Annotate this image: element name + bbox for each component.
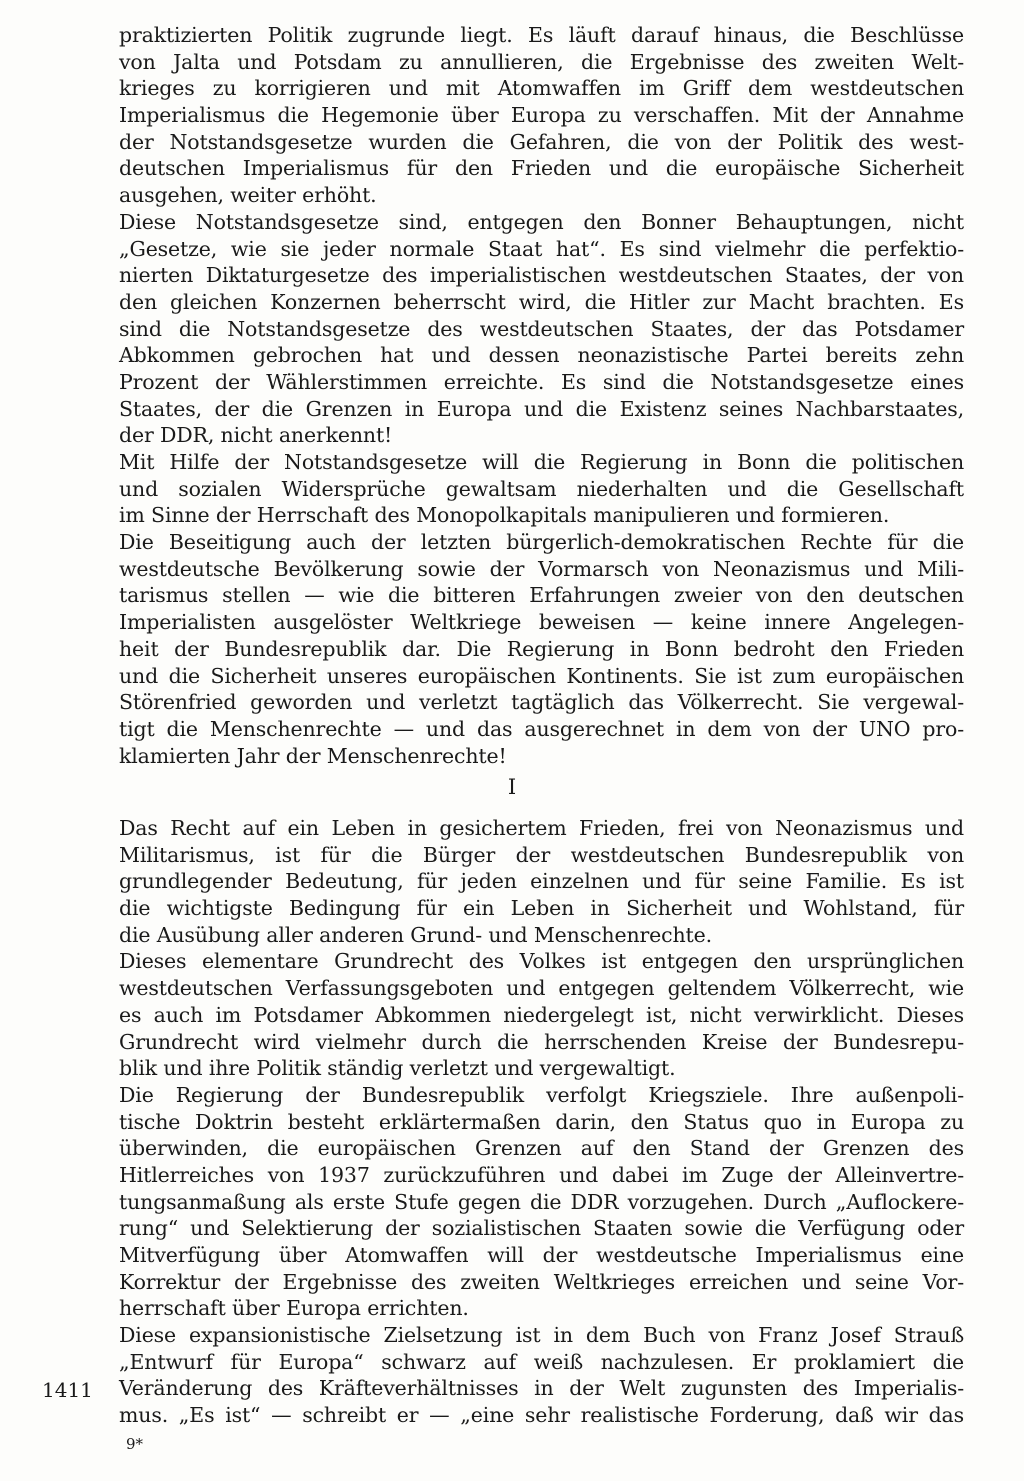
page-number: 1411 (42, 1378, 93, 1402)
text-line: westdeutschen Verfassungsgeboten und entgegen geltendem Völkerrecht, wie (119, 976, 964, 1001)
text-line: Störenfried geworden und verletzt tagtäglich das Völkerrecht. Sie vergewal- (119, 690, 964, 715)
text-line: klamierten Jahr der Menschenrechte! (119, 743, 507, 768)
text-line: Diese Notstandsgesetze sind, entgegen den Bonner Behauptungen, nicht (119, 209, 964, 234)
text-line: Imperialisten ausgelöster Weltkriege beweisen — keine innere Angelegen- (119, 610, 964, 635)
text-line: und die Sicherheit unseres europäischen Kontinents. Sie ist zum europäischen (119, 663, 964, 688)
text-line: Grundrecht wird vielmehr durch die herrschenden Kreise der Bundesrepu- (119, 1029, 964, 1054)
text-line: sind die Notstandsgesetze des westdeutschen Staates, der das Potsdamer (119, 316, 964, 341)
text-line: Korrektur der Ergebnisse des zweiten Weltkrieges erreichen und seine Vor- (119, 1269, 964, 1294)
text-line: die wichtigste Bedingung für ein Leben in Sicherheit und Wohlstand, für (119, 896, 964, 921)
paragraph (119, 948, 964, 1081)
text-line: Imperialismus die Hegemonie über Europa zu verschaffen. Mit der Annahme (119, 103, 964, 128)
text-line: Die Beseitigung auch der letzten bürgerlich-demokratischen Rechte für die (119, 530, 964, 555)
text-line: Mitverfügung über Atomwaffen will der westdeutsche Imperialismus eine (119, 1243, 964, 1267)
text-line: Staates, der die Grenzen in Europa und die Existenz seines Nachbarstaates, (119, 396, 964, 421)
text-line: rung“ und Selektierung der sozialistischen Staaten sowie die Verfügung oder (119, 1216, 964, 1241)
text-line: die Ausübung aller anderen Grund- und Menschenrechte. (119, 922, 712, 947)
text-line: überwinden, die europäischen Grenzen auf den Stand der Grenzen des (119, 1136, 964, 1161)
text-line: heit der Bundesrepublik dar. Die Regierung in Bonn bedroht den Frieden (119, 636, 964, 661)
text-line: Prozent der Wählerstimmen erreichte. Es sind die Notstandsgesetze eines (119, 369, 964, 394)
text-line: Hitlerreiches von 1937 zurückzuführen und dabei im Zuge der Alleinvertre- (119, 1162, 964, 1187)
text-line: der DDR, nicht anerkennt! (119, 423, 393, 448)
text-line: tigt die Menschenrechte — und das ausgerechnet in dem von der UNO pro- (119, 716, 964, 741)
paragraph (119, 529, 964, 769)
text-line: tarismus stellen — wie die bitteren Erfahrungen zweier von den deutschen (119, 583, 964, 608)
text-line: krieges zu korrigieren und mit Atomwaffen im Griff dem westdeutschen (119, 76, 964, 101)
text-line: westdeutsche Bevölkerung sowie der Vormarsch von Neonazismus und Mili- (119, 556, 964, 581)
text-line: ausgehen, weiter erhöht. (119, 183, 377, 208)
paragraph (119, 209, 964, 449)
text-line: tische Doktrin besteht erklärtermaßen darin, den Status quo in Europa zu (119, 1109, 964, 1134)
paragraph (119, 22, 964, 209)
text-line: „Entwurf für Europa“ schwarz auf weiß nachzulesen. Er proklamiert die (119, 1349, 964, 1374)
text-line: deutschen Imperialismus für den Frieden und die europäische Sicherheit (119, 156, 964, 181)
text-line: blik und ihre Politik ständig verletzt und vergewaltigt. (119, 1056, 676, 1081)
text-line: der Notstandsgesetze wurden die Gefahren, die von der Politik des west- (119, 129, 964, 154)
text-line: herrschaft über Europa errichten. (119, 1296, 469, 1321)
text-line: es auch im Potsdamer Abkommen niedergelegt ist, nicht verwirklicht. Dieses (119, 1002, 964, 1027)
text-line: Militarismus, ist für die Bürger der westdeutschen Bundesrepublik von (119, 842, 964, 867)
text-line: Mit Hilfe der Notstandsgesetze will die Regierung in Bonn die politischen (119, 450, 964, 474)
paragraph (119, 1322, 964, 1429)
text-line: Diese expansionistische Zielsetzung ist in dem Buch von Franz Josef Strauß (119, 1323, 964, 1348)
text-line: tungsanmaßung als erste Stufe gegen die DDR vorzugehen. Durch „Auflockere- (119, 1189, 964, 1214)
text-line: Die Regierung der Bundesrepublik verfolgt Kriegsziele. Ihre außenpoli- (119, 1082, 964, 1107)
text-line: „Gesetze, wie sie jeder normale Staat hat“. Es sind vielmehr die perfektio- (119, 236, 964, 261)
paragraph (119, 1082, 964, 1322)
paragraph (119, 815, 964, 948)
text-line: Veränderung des Kräfteverhältnisses in der Welt zugunsten des Imperialis- (119, 1376, 964, 1401)
text-line: Abkommen gebrochen hat und dessen neonazistische Partei bereits zehn (119, 343, 964, 368)
text-line: im Sinne der Herrschaft des Monopolkapitals manipulieren und formieren. (119, 503, 890, 528)
text-line: praktizierten Politik zugrunde liegt. Es läuft darauf hinaus, die Beschlüsse (119, 23, 964, 47)
paragraph (119, 449, 964, 529)
section-heading: I (507, 775, 517, 799)
signature-mark: 9* (126, 1435, 144, 1453)
text-block-top (119, 22, 964, 769)
text-line: nierten Diktaturgesetze des imperialistischen westdeutschen Staates, der von (119, 263, 964, 288)
text-line: mus. „Es ist“ — schreibt er — „eine sehr realistische Forderung, daß wir das (119, 1403, 964, 1428)
text-line: und sozialen Widersprüche gewaltsam niederhalten und die Gesellschaft (119, 476, 964, 501)
text-line: Das Recht auf ein Leben in gesichertem Frieden, frei von Neonazismus und (119, 816, 964, 840)
text-line: grundlegender Bedeutung, für jeden einzelnen und für seine Familie. Es ist (119, 869, 964, 894)
text-line: den gleichen Konzernen beherrscht wird, die Hitler zur Macht brachten. Es (119, 289, 964, 314)
text-line: Dieses elementare Grundrecht des Volkes ist entgegen den ursprünglichen (119, 949, 964, 974)
text-block-bottom (119, 815, 964, 1429)
text-line: von Jalta und Potsdam zu annullieren, die Ergebnisse des zweiten Welt- (119, 49, 964, 74)
